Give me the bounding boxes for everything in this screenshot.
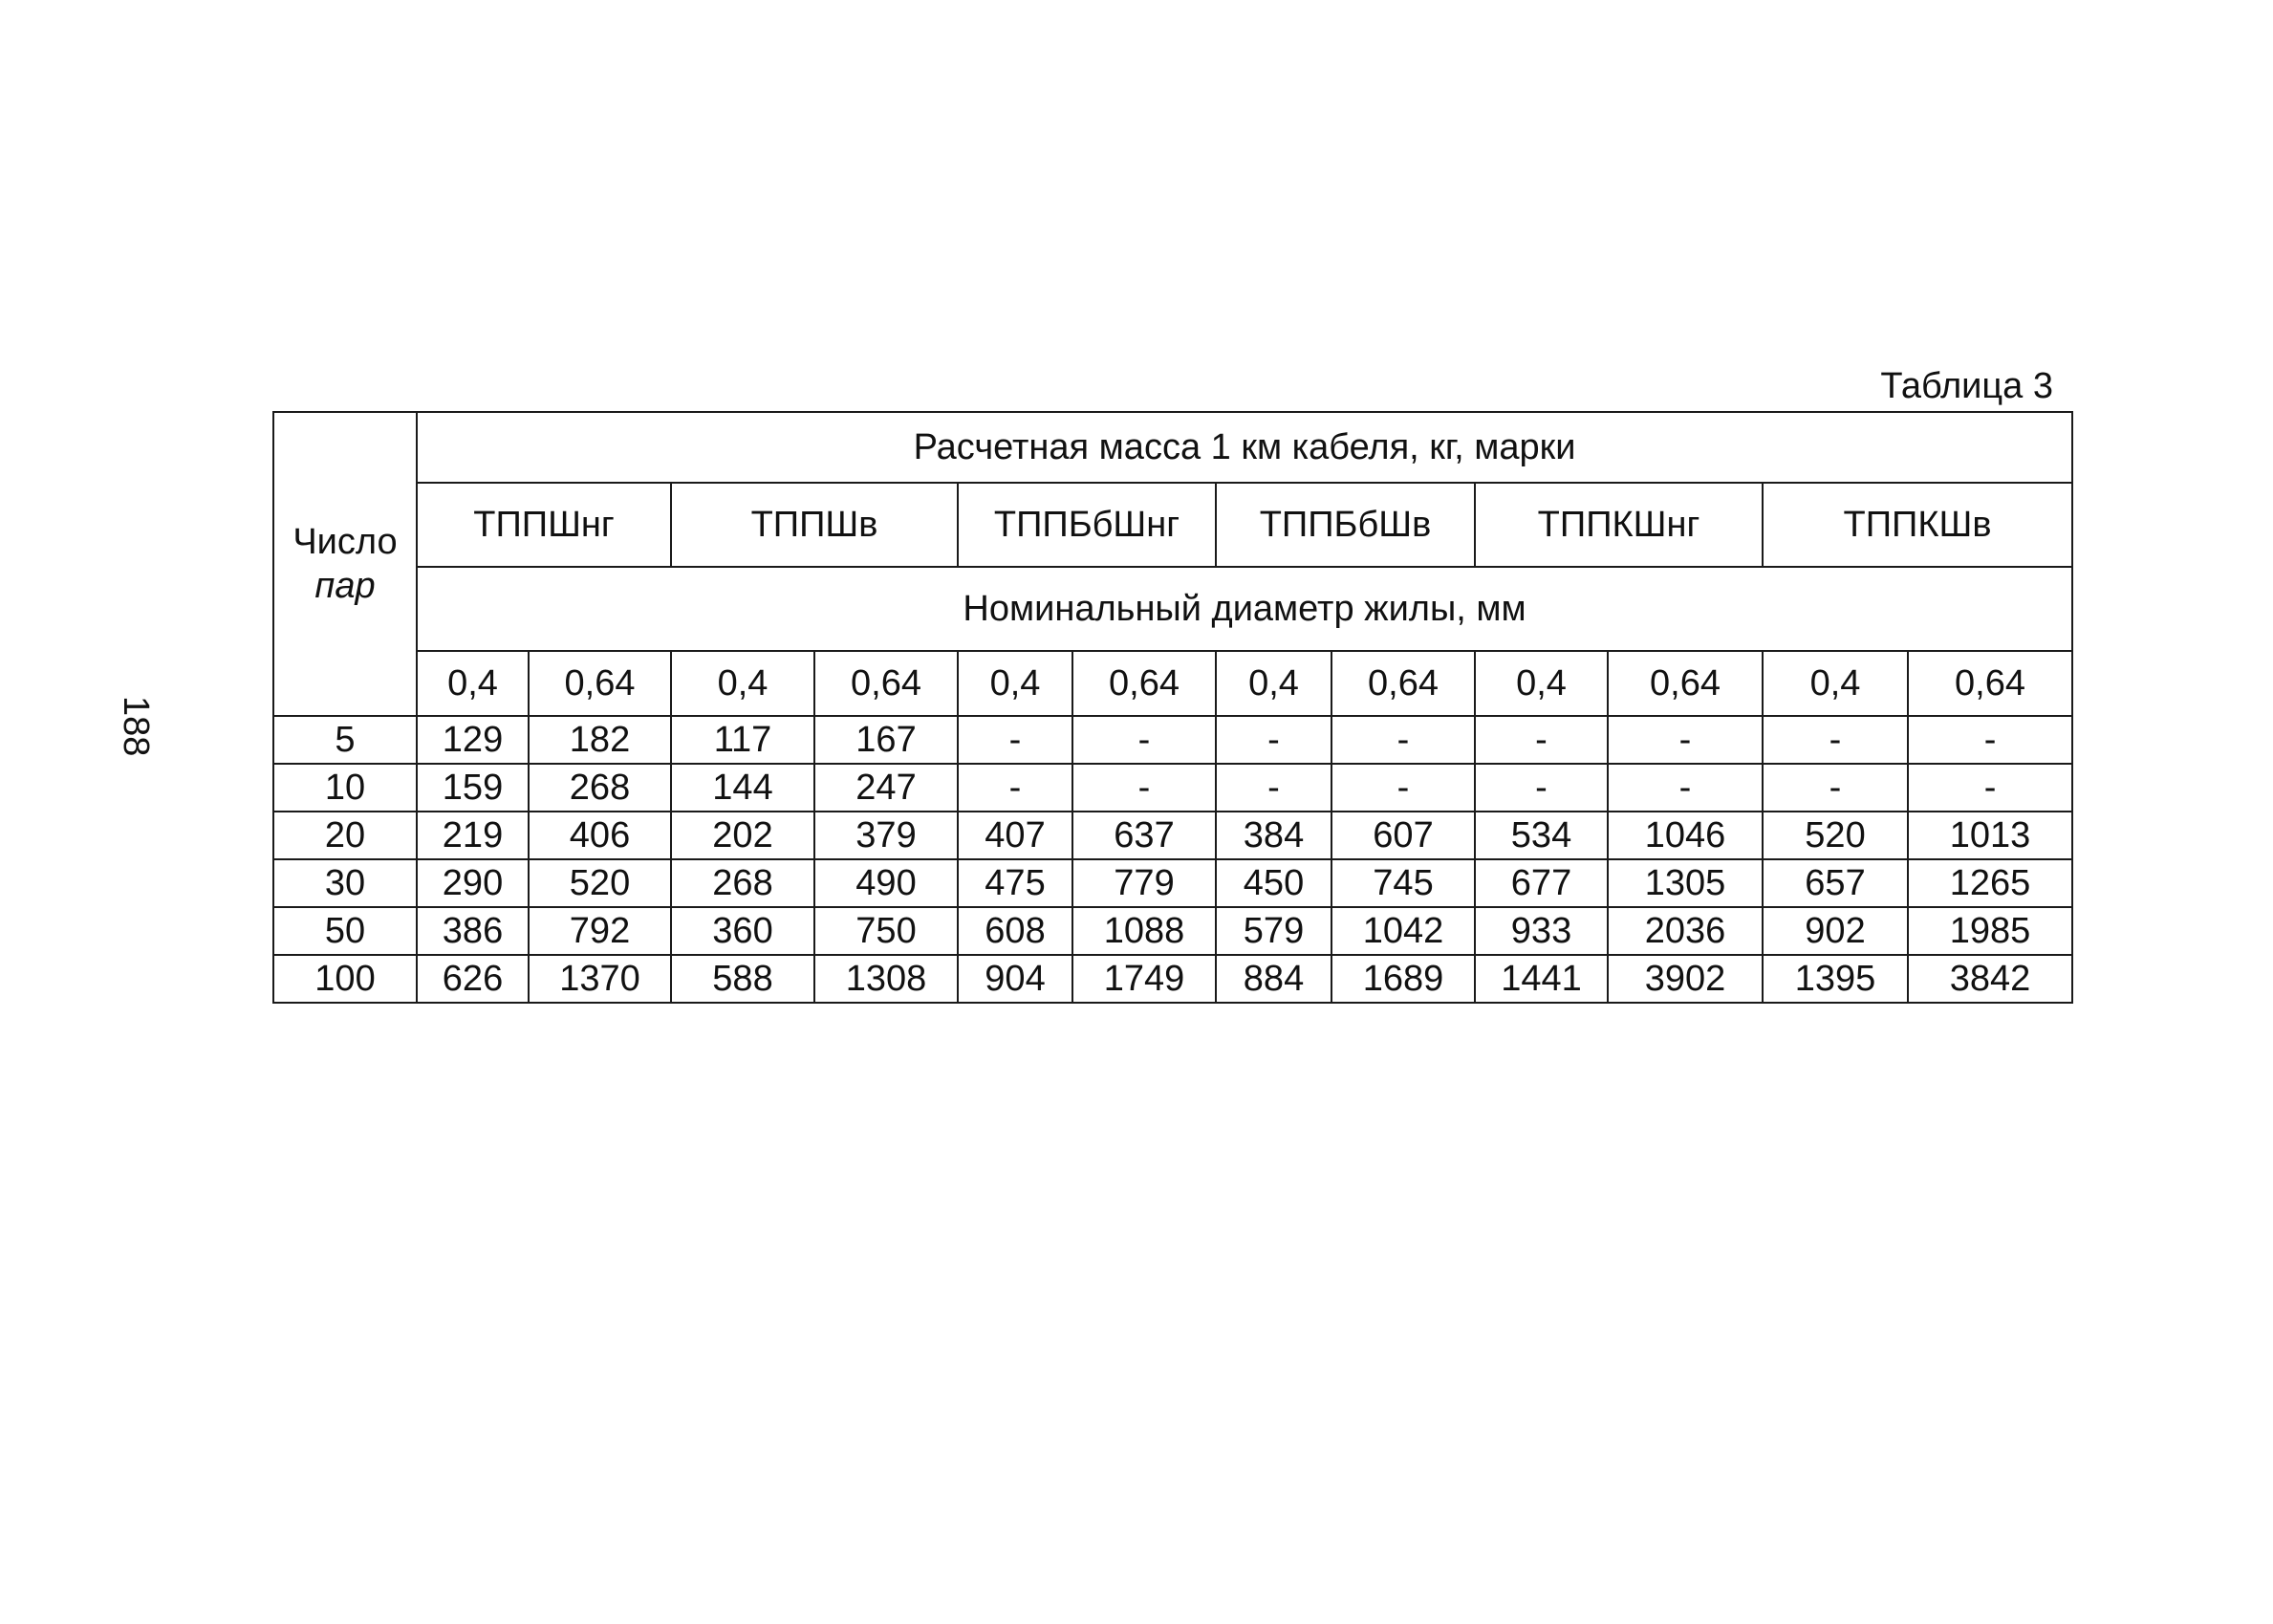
mass-value-cell: 902 xyxy=(1763,907,1908,955)
mass-value-cell: 534 xyxy=(1475,812,1608,859)
mass-value-cell: 657 xyxy=(1763,859,1908,907)
mass-value-cell: 268 xyxy=(529,764,671,812)
table-body xyxy=(273,716,2072,1003)
mass-value-cell: 608 xyxy=(958,907,1072,955)
mass-value-cell: 384 xyxy=(1216,812,1331,859)
mass-value-cell: 1689 xyxy=(1331,955,1475,1003)
mass-value-cell: 933 xyxy=(1475,907,1608,955)
mass-value-cell: 3842 xyxy=(1908,955,2072,1003)
diameter-size-header: 0,4 xyxy=(1763,651,1908,716)
mass-value-cell: 219 xyxy=(417,812,529,859)
mass-value-cell: - xyxy=(1072,716,1216,764)
brand-header: ТППКШв xyxy=(1763,483,2072,567)
mass-value-cell: - xyxy=(1608,716,1763,764)
mass-title-cell: Расчетная масса 1 км кабеля, кг, марки xyxy=(417,412,2072,483)
mass-value-cell: 520 xyxy=(1763,812,1908,859)
pairs-header-cell xyxy=(273,412,417,716)
table-row xyxy=(273,716,2072,764)
mass-value-cell: 144 xyxy=(671,764,814,812)
pairs-header-line2: пар xyxy=(314,566,376,606)
mass-value-cell: 588 xyxy=(671,955,814,1003)
mass-value-cell: 1305 xyxy=(1608,859,1763,907)
page-number: 188 xyxy=(116,696,156,757)
mass-value-cell: - xyxy=(1216,716,1331,764)
brand-header: ТППШнг xyxy=(417,483,671,567)
mass-value-cell: - xyxy=(1908,764,2072,812)
brand-header: ТППБбШнг xyxy=(958,483,1216,567)
mass-value-cell: 745 xyxy=(1331,859,1475,907)
mass-value-cell: 750 xyxy=(814,907,958,955)
brand-header: ТППКШнг xyxy=(1475,483,1763,567)
mass-value-cell: 1441 xyxy=(1475,955,1608,1003)
table-row xyxy=(273,764,2072,812)
mass-value-cell: 167 xyxy=(814,716,958,764)
table-container xyxy=(272,411,2071,1004)
diameter-sizes-row xyxy=(273,651,2072,716)
mass-value-cell: 386 xyxy=(417,907,529,955)
brand-header: ТППБбШв xyxy=(1216,483,1475,567)
table-row xyxy=(273,812,2072,859)
mass-value-cell: - xyxy=(1216,764,1331,812)
mass-value-cell: 904 xyxy=(958,955,1072,1003)
mass-value-cell: 182 xyxy=(529,716,671,764)
mass-value-cell: 1265 xyxy=(1908,859,2072,907)
mass-value-cell: 1749 xyxy=(1072,955,1216,1003)
mass-value-cell: 626 xyxy=(417,955,529,1003)
mass-value-cell: - xyxy=(1331,764,1475,812)
mass-value-cell: 1370 xyxy=(529,955,671,1003)
mass-value-cell: - xyxy=(1475,764,1608,812)
brand-header: ТППШв xyxy=(671,483,958,567)
cable-mass-table xyxy=(272,411,2073,1004)
table-caption: Таблица 3 xyxy=(1880,366,2053,406)
mass-value-cell: 792 xyxy=(529,907,671,955)
mass-value-cell: 1088 xyxy=(1072,907,1216,955)
pairs-cell: 100 xyxy=(273,955,417,1003)
table-row xyxy=(273,907,2072,955)
brand-row xyxy=(273,483,2072,567)
mass-value-cell: 117 xyxy=(671,716,814,764)
mass-value-cell: - xyxy=(1763,716,1908,764)
mass-value-cell: - xyxy=(1072,764,1216,812)
mass-value-cell: 884 xyxy=(1216,955,1331,1003)
diameter-title-cell: Номинальный диаметр жилы, мм xyxy=(417,567,2072,651)
pairs-cell: 10 xyxy=(273,764,417,812)
mass-value-cell: 1042 xyxy=(1331,907,1475,955)
mass-value-cell: - xyxy=(1763,764,1908,812)
diameter-size-header: 0,4 xyxy=(958,651,1072,716)
mass-value-cell: - xyxy=(1908,716,2072,764)
mass-value-cell: 677 xyxy=(1475,859,1608,907)
pairs-cell: 5 xyxy=(273,716,417,764)
mass-value-cell: 475 xyxy=(958,859,1072,907)
mass-value-cell: 779 xyxy=(1072,859,1216,907)
mass-value-cell: 579 xyxy=(1216,907,1331,955)
mass-value-cell: 129 xyxy=(417,716,529,764)
mass-value-cell: 2036 xyxy=(1608,907,1763,955)
mass-value-cell: - xyxy=(958,716,1072,764)
mass-value-cell: 1308 xyxy=(814,955,958,1003)
mass-value-cell: 202 xyxy=(671,812,814,859)
pairs-cell: 30 xyxy=(273,859,417,907)
mass-value-cell: 247 xyxy=(814,764,958,812)
mass-value-cell: 450 xyxy=(1216,859,1331,907)
pairs-cell: 20 xyxy=(273,812,417,859)
diameter-size-header: 0,4 xyxy=(1216,651,1331,716)
mass-value-cell: 159 xyxy=(417,764,529,812)
pairs-cell: 50 xyxy=(273,907,417,955)
table-row xyxy=(273,955,2072,1003)
mass-value-cell: 379 xyxy=(814,812,958,859)
diameter-size-header: 0,64 xyxy=(1908,651,2072,716)
diameter-size-header: 0,64 xyxy=(814,651,958,716)
diameter-size-header: 0,4 xyxy=(1475,651,1608,716)
mass-value-cell: 360 xyxy=(671,907,814,955)
mass-value-cell: 1985 xyxy=(1908,907,2072,955)
mass-value-cell: - xyxy=(958,764,1072,812)
mass-value-cell: 3902 xyxy=(1608,955,1763,1003)
diameter-size-header: 0,64 xyxy=(1072,651,1216,716)
mass-value-cell: 637 xyxy=(1072,812,1216,859)
mass-value-cell: - xyxy=(1608,764,1763,812)
table-row xyxy=(273,859,2072,907)
mass-value-cell: 1013 xyxy=(1908,812,2072,859)
mass-value-cell: 490 xyxy=(814,859,958,907)
pairs-header-line1: Число xyxy=(292,522,398,562)
mass-value-cell: 268 xyxy=(671,859,814,907)
mass-value-cell: - xyxy=(1331,716,1475,764)
mass-value-cell: 607 xyxy=(1331,812,1475,859)
diameter-size-header: 0,4 xyxy=(417,651,529,716)
diameter-size-header: 0,64 xyxy=(529,651,671,716)
diameter-size-header: 0,64 xyxy=(1608,651,1763,716)
mass-value-cell: 407 xyxy=(958,812,1072,859)
diameter-size-header: 0,64 xyxy=(1331,651,1475,716)
mass-value-cell: 520 xyxy=(529,859,671,907)
diameter-size-header: 0,4 xyxy=(671,651,814,716)
mass-value-cell: - xyxy=(1475,716,1608,764)
mass-value-cell: 406 xyxy=(529,812,671,859)
mass-value-cell: 290 xyxy=(417,859,529,907)
mass-value-cell: 1046 xyxy=(1608,812,1763,859)
mass-value-cell: 1395 xyxy=(1763,955,1908,1003)
